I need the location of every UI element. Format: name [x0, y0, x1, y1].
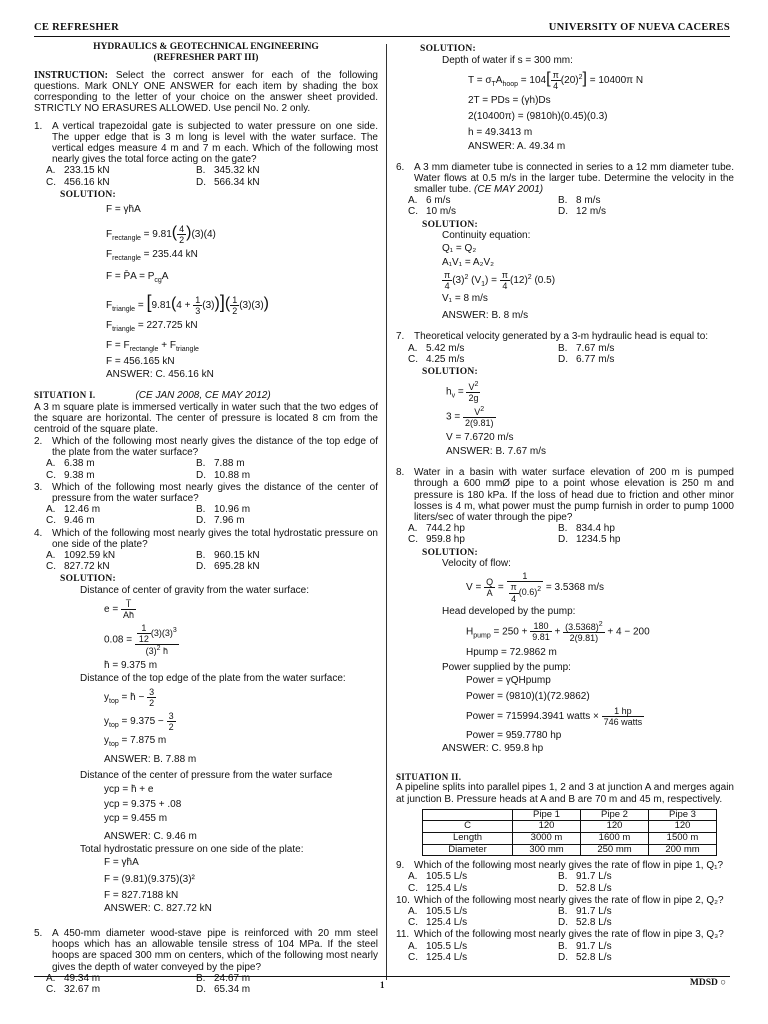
question-6: 6. A 3 mm diameter tube is connected in series to a 12 mm diameter tube. Water flows at 0.5 m/s in the larger tube. Determine the velocity in the smaller tube. (CE MAY 2001)	[396, 161, 734, 196]
column-divider	[386, 44, 387, 980]
question-5: 5. A 450-mm diameter wood-stave pipe is reinforced with 20 mm steel hoops which has an allowable tensile stress of 104 MPa. If the steel hoops are spaced 300 mm on centers, which of the following most nearly gives the depth of water conveyed by the pipe?	[34, 928, 378, 973]
solution-label: SOLUTION:	[422, 547, 479, 558]
table-row: Diameter 300 mm 250 mm 200 mm	[423, 844, 717, 856]
page-header	[34, 22, 730, 34]
solution-label: SOLUTION:	[60, 189, 117, 200]
question-10: 10. Which of the following most nearly gives the rate of flow in pipe 2, Q₂?	[396, 894, 724, 906]
question-11-options: A. 105.5 L/s B. 91.7 L/s C. 125.4 L/s D. 52.8 L/s	[408, 940, 612, 963]
situation-2-label: SITUATION II.	[396, 772, 462, 783]
question-8-options: A. 744.2 hp B. 834.4 hp C. 959.8 hp D. 1234.5 hp	[408, 523, 621, 546]
question-9: 9. Which of the following most nearly gives the rate of flow in pipe 1, Q₁?	[396, 860, 724, 872]
situation-2-text: A pipeline splits into parallel pipes 1, 2 and 3 at junction A and merges again at junction B. Pressure heads at A and B are 70 m and 45 m, respectively.	[396, 782, 734, 805]
q1-solution: F = γh̄A $F_{rectangle} = 9.81$( $\frac{4}{2}$ )(3)(4) $F_{rectangle} = 235.44$ kN F = P̄A = $P_{cg}A$ $F_{triangle} = [9.81(4$ + $\frac{1}{3}$ (3))]( $\frac{1}{2}$ (3)(3)) $F_{triangle} = 227.725$ kN $F = F_{rectangle} + F_{triangle}$ F = 456.165 kN ANSWER: C. 456.16 kN	[106, 204, 269, 381]
q8-solution: Velocity of flow: V = $\frac{Q}{A}$ = 1 $\frac{\pi}{4}$ $(0.6)^2$ = 3.5368 m/s Head developed by the pump: $H_{pump} = 250$ + $\frac{180}{9.81}$ + $\frac{(3.5368)^2}{2(9.81)}$ + 4 − 200 Hpump = 72.9862 m Power supplied by the pump: Power = γQHpump Power = (9810)(1)(72.9862) Power = 715994.3941 watts × $\frac{1 hp}{\text{746 watts}}$ Power = 959.7780 hp ANSWER: C. 959.8 hp	[442, 558, 650, 755]
document-title: HYDRAULICS & GEOTECHNICAL ENGINEERING (REFRESHER PART III)	[93, 42, 319, 63]
footer-mark: MDSD ○	[689, 978, 726, 988]
question-3-options: A. 12.46 m B. 10.96 m C. 9.46 m D. 7.96 m	[46, 504, 251, 527]
q5-solution: Depth of water if s = 300 mm: $T = \sigma_TA_{hoop} = 104$[ $\frac{\pi}{4}$ $(20)^2] = 10400\pi$ N 2T = PDs = (γh)Ds 2(10400π) = (9810h)(0.45)(0.3) h = 49.3413 m ANSWER: A. 49.34 m	[442, 54, 644, 152]
q7-solution: $h_v$ = $\frac{V^2}{2g}$ 3 = $\frac{V^2}{2(9.81)}$ V = 7.6720 m/s ANSWER: B. 7.67 m/s	[446, 380, 547, 458]
question-11: 11. Which of the following most nearly gives the rate of flow in pipe 3, Q₃?	[396, 929, 724, 941]
question-7: 7. Theoretical velocity generated by a 3-m hydraulic head is equal to:	[396, 331, 709, 343]
question-8: 8. Water in a basin with water surface elevation of 200 m is pumped through a 600 mmØ pipe to a point whose elevation is 250 m and pressure is 180 kPa. If the loss of head due to friction and other minor losses is 4 m, what power must the pump furnish in order to pump 1000 liters/sec of water through the pipe?	[396, 467, 734, 523]
situation-1-text: A 3 m square plate is immersed vertically in water such that the two edges of the square are horizontal. The center of pressure is located 8 cm from the centroid of the square plate.	[34, 401, 378, 435]
situation-1-solution: Distance of center of gravity from the water surface: e = $\frac{I̅}{Ah̄}$ 0.08 = $\frac{1}{12}$ $(3)(3)^3$ $(3)^2$ h̄ h̄ = 9.375 m Distance of the top edge of the plate from the water surface: $y_{top}$ = h̄ − $\frac{3}{2}$ $y_{top} = 9.375$ − $\frac{3}{2}$ $y_{top} = 7.875$ m ANSWER: B. 7.88 m Distance of the center of pressure from the water surface ycp = h̄ + e ycp = 9.375 + .08 ycp = 9.455 m ANSWER: C. 9.46 m Total hydrostatic pressure on one side of the plate: F = γh̄A F = (9.81)(9.375)(3)² F = 827.7188 kN ANSWER: C. 827.72 kN	[80, 584, 346, 914]
left-column	[34, 42, 378, 995]
question-3: 3. Which of the following most nearly gives the distance of the center of pressure from the water surface?	[34, 481, 378, 504]
table-row: C 120 120 120	[423, 821, 717, 833]
question-1-options: A. 233.15 kN B. 345.32 kN C. 456.16 kN D. 566.34 kN	[46, 165, 260, 188]
question-7-options: A. 5.42 m/s B. 7.67 m/s C. 4.25 m/s D. 6.77 m/s	[408, 342, 615, 365]
solution-label: SOLUTION:	[422, 219, 479, 230]
question-2: 2. Which of the following most nearly gives the distance of the top edge of the plate from the water surface?	[34, 436, 378, 459]
table-header-row: Pipe 1 Pipe 2 Pipe 3	[423, 809, 717, 821]
pipe-table	[422, 809, 717, 857]
question-2-options: A. 6.38 m B. 7.88 m C. 9.38 m D. 10.88 m	[46, 458, 251, 481]
page-number: 1	[380, 980, 385, 990]
solution-label: SOLUTION:	[422, 366, 479, 377]
situation-1-header: SITUATION I. (CE JAN 2008, CE MAY 2012)	[34, 390, 271, 402]
footer-rule	[34, 976, 730, 977]
right-column	[396, 42, 734, 963]
solution-label: SOLUTION:	[60, 574, 117, 585]
solution-label: SOLUTION:	[420, 44, 477, 54]
question-5-options: A. 49.34 m B. 24.67 m C. 32.67 m D. 65.34 m	[46, 972, 251, 996]
header-rule	[34, 36, 730, 37]
instruction: INSTRUCTION: Select the correct answer for each of the following questions. Mark ONLY ONE ANSWER for each item by shading the box corresponding to the letter of your choice on the answer sheet provided. STRICTLY NO ERASURES ALLOWED. Use pencil No. 2 only.	[34, 69, 378, 115]
q6-solution: Continuity equation: Q₁ = Q₂ A₁V₁ = A₂V₂ $\frac{\pi}{4}$ $(3)^2$ $(V_1)$ = $\frac{\pi}{4}$ $(12)^2$ (0.5) V₁ = 8 m/s ANSWER: B. 8 m/s	[442, 230, 556, 322]
question-6-options: A. 6 m/s B. 8 m/s C. 10 m/s D. 12 m/s	[408, 195, 607, 218]
question-4-options: A. 1092.59 kN B. 960.15 kN C. 827.72 kN D. 695.28 kN	[46, 549, 260, 573]
table-row: Length 3000 m 1600 m 1500 m	[423, 832, 717, 844]
question-4: 4. Which of the following most nearly gives the total hydrostatic pressure on one side of the plate?	[34, 527, 378, 550]
question-9-options: A. 105.5 L/s B. 91.7 L/s C. 125.4 L/s D. 52.8 L/s	[408, 871, 612, 894]
question-1: 1. A vertical trapezoidal gate is subjected to water pressure on one side. The upper edge that is 3 m long is level with the water surface. The vertical edges measure 4 m and 7 m each. Which of the following most nearly gives the total force acting on the gate?	[34, 120, 378, 166]
question-10-options: A. 105.5 L/s B. 91.7 L/s C. 125.4 L/s D. 52.8 L/s	[408, 905, 612, 929]
header-left: CE REFRESHER	[34, 22, 119, 33]
header-right: UNIVERSITY OF NUEVA CACERES	[548, 22, 730, 33]
